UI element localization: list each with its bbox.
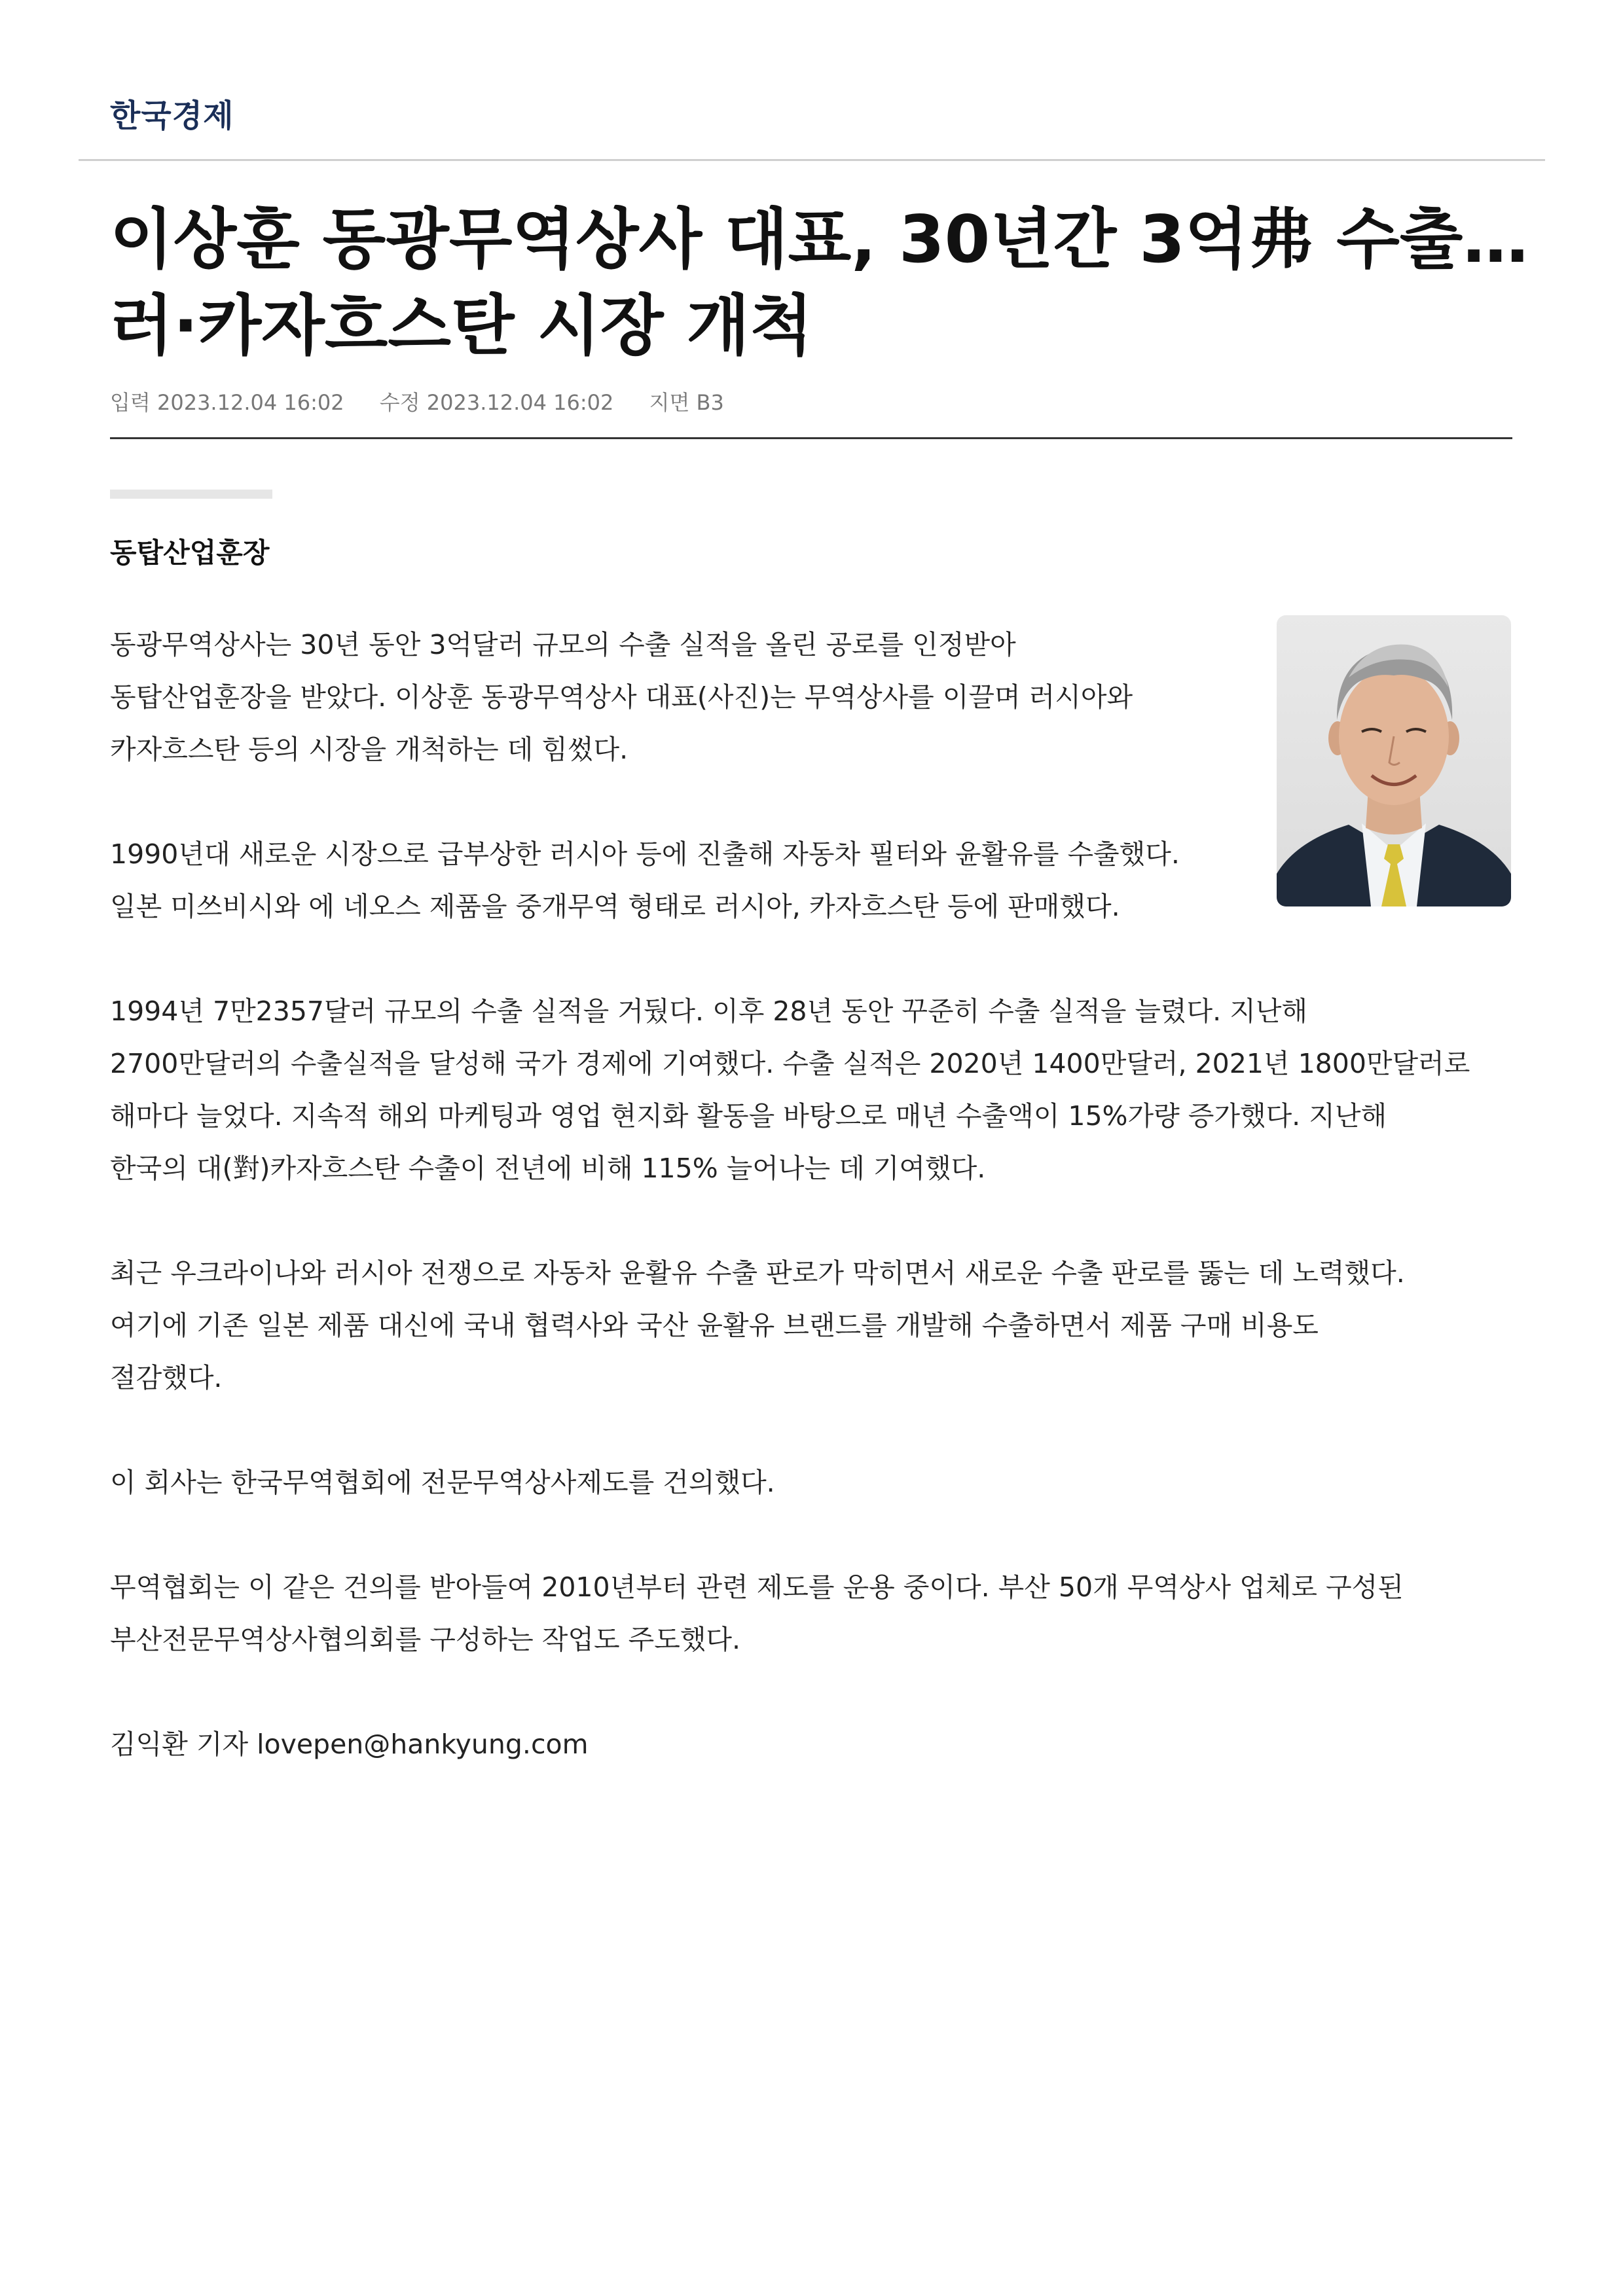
text-line: 여기에 기존 일본 제품 대신에 국내 협력사와 국산 윤활유 브랜드를 개발해 수출하면서 제품 구매 비용도 [110,1310,1319,1341]
paragraph-5 [110,1456,1524,1509]
text-line: 최근 우크라이나와 러시아 전쟁으로 자동차 윤활유 수출 판로가 막히면서 새로운 수출 판로를 뚫는 데 노력했다. [110,1257,1405,1289]
top-divider [79,159,1545,161]
text-line: 해마다 늘었다. 지속적 해외 마케팅과 영업 현지화 활동을 바탕으로 매년 수출액이 15%가량 증가했다. 지난해 [110,1100,1387,1132]
text-line: 부산전문무역상사협의회를 구성하는 작업도 주도했다. [110,1624,741,1655]
headline-line-1: 이상훈 동광무역상사 대표, 30년간 3억弗 수출… [110,201,1529,278]
text-line: 일본 미쓰비시와 에 네오스 제품을 중개무역 형태로 러시아, 카자흐스탄 등에 판매했다. [110,891,1120,922]
paragraph-4 [110,1247,1524,1404]
reporter-byline[interactable]: 김익환 기자 lovepen@hankyung.com [110,1729,589,1760]
text-line: 카자흐스탄 등의 시장을 개척하는 데 힘썼다. [110,734,629,765]
text-line: 한국의 대(對)카자흐스탄 수출이 전년에 비해 115% 늘어나는 데 기여했다. [110,1153,986,1184]
text-line: 이 회사는 한국무역협회에 전문무역상사제도를 건의했다. [110,1467,775,1498]
modified-date: 수정 2023.12.04 16:02 [379,390,614,415]
input-date: 입력 2023.12.04 16:02 [110,390,344,415]
paragraph-6 [110,1561,1524,1666]
text-line: 동탑산업훈장을 받았다. 이상훈 동광무역상사 대표(사진)는 무역상사를 이끌며 러시아와 [110,681,1133,713]
text-line: 2700만달러의 수출실적을 달성해 국가 경제에 기여했다. 수출 실적은 2020년 1400만달러, 2021년 1800만달러로 [110,1048,1470,1079]
text-line: 동광무역상사는 30년 동안 3억달러 규모의 수출 실적을 올린 공로를 인정받아 [110,629,1016,660]
text-line: 1990년대 새로운 시장으로 급부상한 러시아 등에 진출해 자동차 필터와 윤활유를 수출했다. [110,838,1180,870]
text-line: 무역협회는 이 같은 건의를 받아들여 2010년부터 관련 제도를 운용 중이다. 부산 50개 무역상사 업체로 구성된 [110,1571,1404,1603]
article-meta [110,386,753,416]
paragraph-1 [110,619,1524,776]
text-line: 절감했다. [110,1362,223,1393]
masthead-logo[interactable]: 한국경제 [110,98,234,134]
subtitle-accent-bar [110,490,272,499]
paragraph-2 [110,828,1524,933]
article-headline [110,196,1550,369]
print-page: 지면 B3 [649,390,724,415]
meta-divider [110,437,1512,439]
byline [110,1718,1524,1770]
article-subtitle: 동탑산업훈장 [110,537,270,569]
paragraph-3 [110,985,1524,1194]
headline-line-2: 러·카자흐스탄 시장 개척 [110,287,813,364]
text-line: 1994년 7만2357달러 규모의 수출 실적을 거뒀다. 이후 28년 동안 꾸준히 수출 실적을 늘렸다. 지난해 [110,996,1308,1027]
